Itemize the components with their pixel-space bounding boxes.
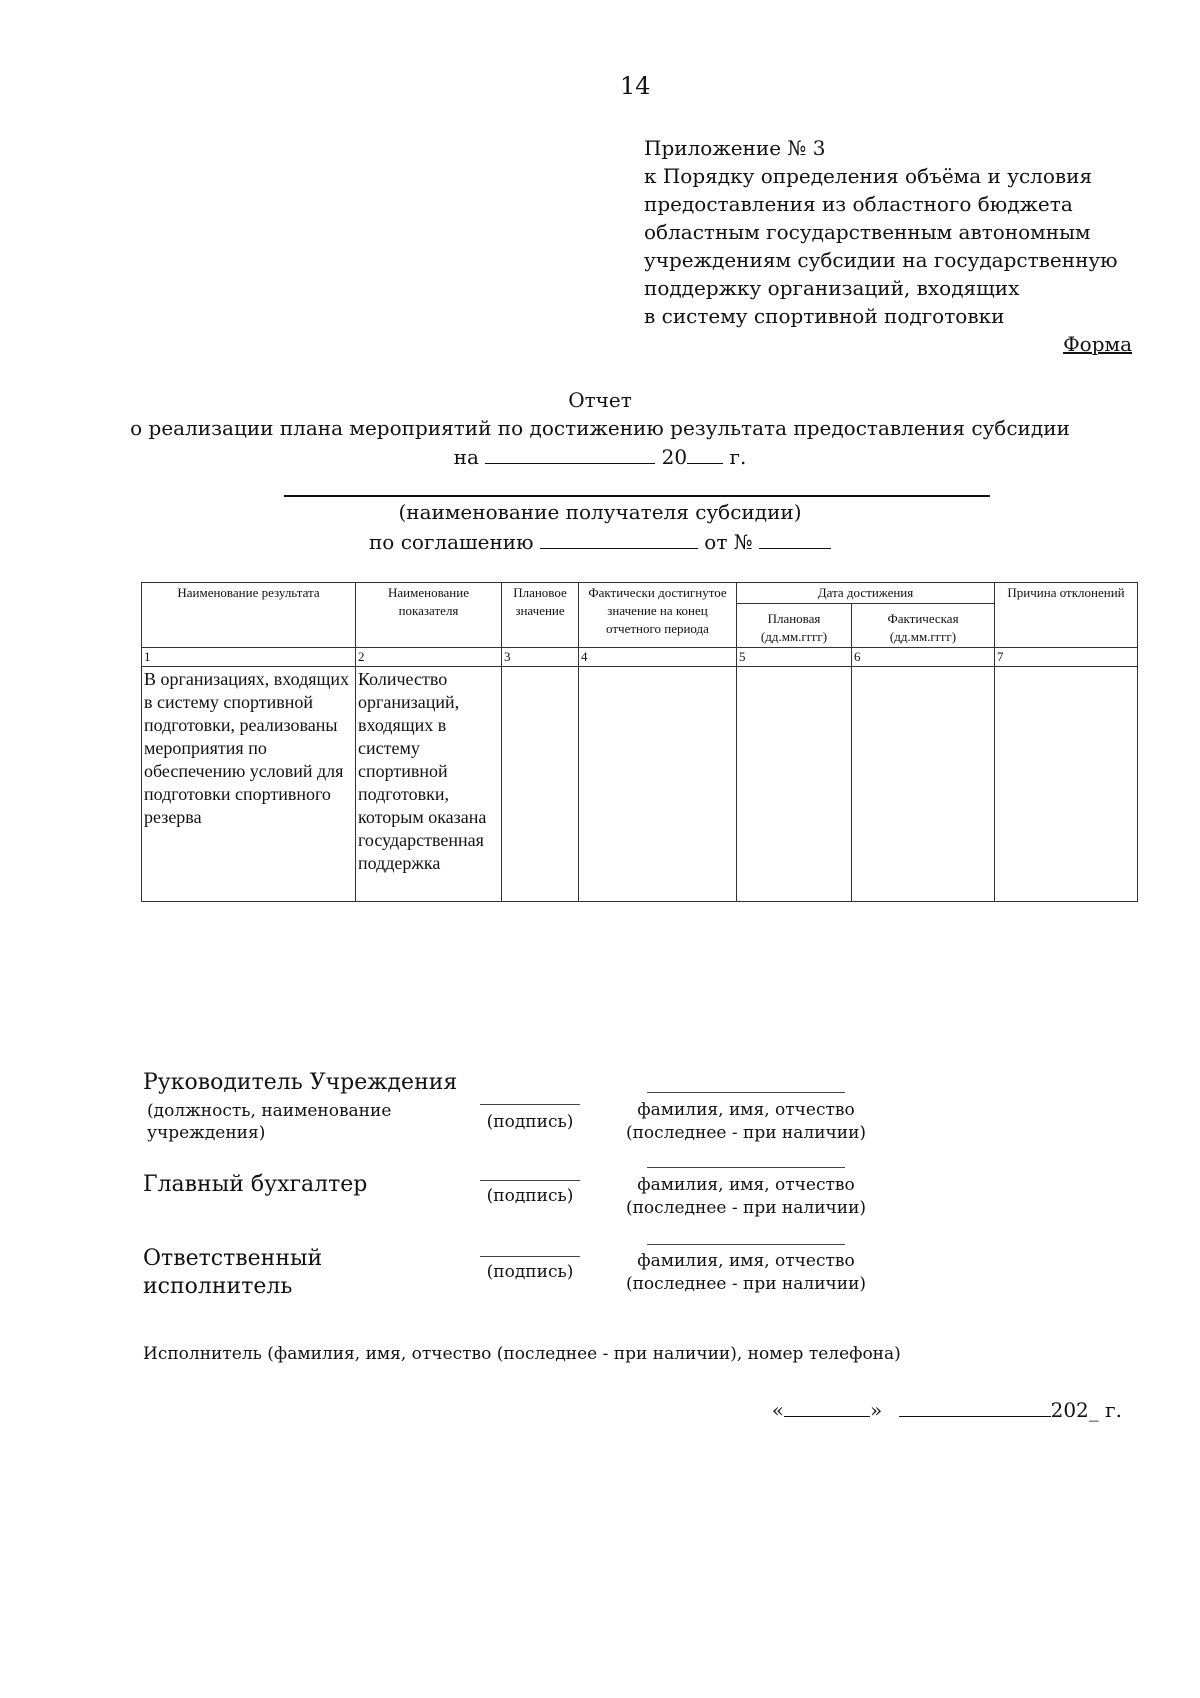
appendix-block [644,134,1164,330]
responsible-label: Ответственный [143,1246,323,1271]
head-name-caption: фамилия, имя, отчество [637,1100,855,1120]
month-blank[interactable] [899,1396,1051,1417]
responsible-signature-line[interactable] [480,1256,580,1257]
cell-deviation-reason[interactable] [995,667,1138,902]
header-result-name: Наименование результата [142,583,356,648]
appendix-line: поддержку организаций, входящих [644,276,1020,300]
year-suffix: г. [729,445,747,469]
column-number: 2 [356,648,502,667]
column-number: 7 [995,648,1138,667]
page-number: 14 [620,72,651,100]
executor-line: Исполнитель (фамилия, имя, отчество (последнее - при наличии), номер телефона) [143,1344,901,1364]
header-planned-value: Плановое значение [502,583,579,648]
date-blank[interactable] [485,443,655,464]
appendix-line: предоставления из областного бюджета [644,192,1073,216]
table-row [142,667,1138,902]
accountant-label: Главный бухгалтер [143,1172,368,1197]
cell-planned-value[interactable] [502,667,579,902]
responsible-name-line[interactable] [647,1244,845,1245]
responsible-name-caption-note: (последнее - при наличии) [625,1274,867,1294]
responsible-label-2: исполнитель [143,1274,293,1299]
form-label: Форма [1063,332,1132,356]
agreement-line [0,528,1200,554]
header-indicator-name: Наименование показателя [356,583,502,648]
accountant-name-caption-note: (последнее - при наличии) [625,1198,867,1218]
header-actual-value: Фактически достигнутое значение на конец отчетного периода [579,583,737,648]
accountant-name-line[interactable] [647,1167,845,1168]
year-prefix: 20 [661,445,688,469]
accountant-name-caption: фамилия, имя, отчество [637,1175,855,1195]
date-year-suffix: г. [1105,1398,1122,1422]
date-open-quote: « [771,1398,784,1422]
head-sub-label: (должность, наименование учреждения) [147,1101,392,1143]
agreement-number-blank[interactable] [759,528,831,549]
header-deviation-reason: Причина отклонений [995,583,1138,648]
recipient-name-line[interactable] [284,495,990,497]
appendix-line: в систему спортивной подготовки [644,304,1005,328]
on-label: на [453,445,479,469]
cell-planned-date[interactable] [737,667,852,902]
report-title: Отчет [568,388,632,412]
cell-actual-date[interactable] [852,667,995,902]
head-signature-line[interactable] [480,1104,580,1105]
date-year: 202_ [1050,1398,1099,1422]
appendix-line: Приложение № 3 [644,136,826,160]
cell-result: В организациях, входящих в систему спортивной подготовки, реализованы мероприятия по обеспечению условий для подготовки спортивного резерва [142,667,356,902]
column-number: 6 [852,648,995,667]
date-line [772,1396,1122,1422]
column-number: 5 [737,648,852,667]
responsible-name-caption: фамилия, имя, отчество [637,1251,855,1271]
cell-actual-value[interactable] [579,667,737,902]
column-number: 4 [579,648,737,667]
report-table [141,582,1138,902]
head-name-line[interactable] [647,1092,845,1093]
column-number-row [142,648,1138,667]
appendix-line: учреждениям субсидии на государственную [644,248,1118,272]
cell-indicator: Количество организаций, входящих в систему спортивной подготовки, которым оказана государственная поддержка [356,667,502,902]
appendix-line: областным государственным автономным [644,220,1091,244]
appendix-line: к Порядку определения объёма и условия [644,164,1093,188]
head-signature-caption: (подпись) [486,1112,574,1132]
report-date-line [0,443,1200,469]
agreement-label: по соглашению [368,530,534,554]
accountant-signature-caption: (подпись) [486,1186,574,1206]
table-header-row [142,583,1138,604]
from-label: от № [704,530,753,554]
agreement-blank[interactable] [540,528,698,549]
column-number: 1 [142,648,356,667]
recipient-caption: (наименование получателя субсидии) [398,500,802,524]
header-achievement-date: Дата достижения [737,583,995,604]
day-blank[interactable] [784,1396,870,1417]
date-close-quote: » [870,1398,883,1422]
head-label: Руководитель Учреждения [143,1070,458,1095]
header-actual-date: Фактическая (дд.мм.гггг) [852,604,995,648]
report-subtitle: о реализации плана мероприятий по достижению результата предоставления субсидии [130,416,1070,440]
year-blank[interactable] [687,443,723,464]
responsible-signature-caption: (подпись) [486,1262,574,1282]
column-number: 3 [502,648,579,667]
head-name-caption-note: (последнее - при наличии) [625,1123,867,1143]
accountant-signature-line[interactable] [480,1180,580,1181]
header-planned-date: Плановая (дд.мм.гггг) [737,604,852,648]
